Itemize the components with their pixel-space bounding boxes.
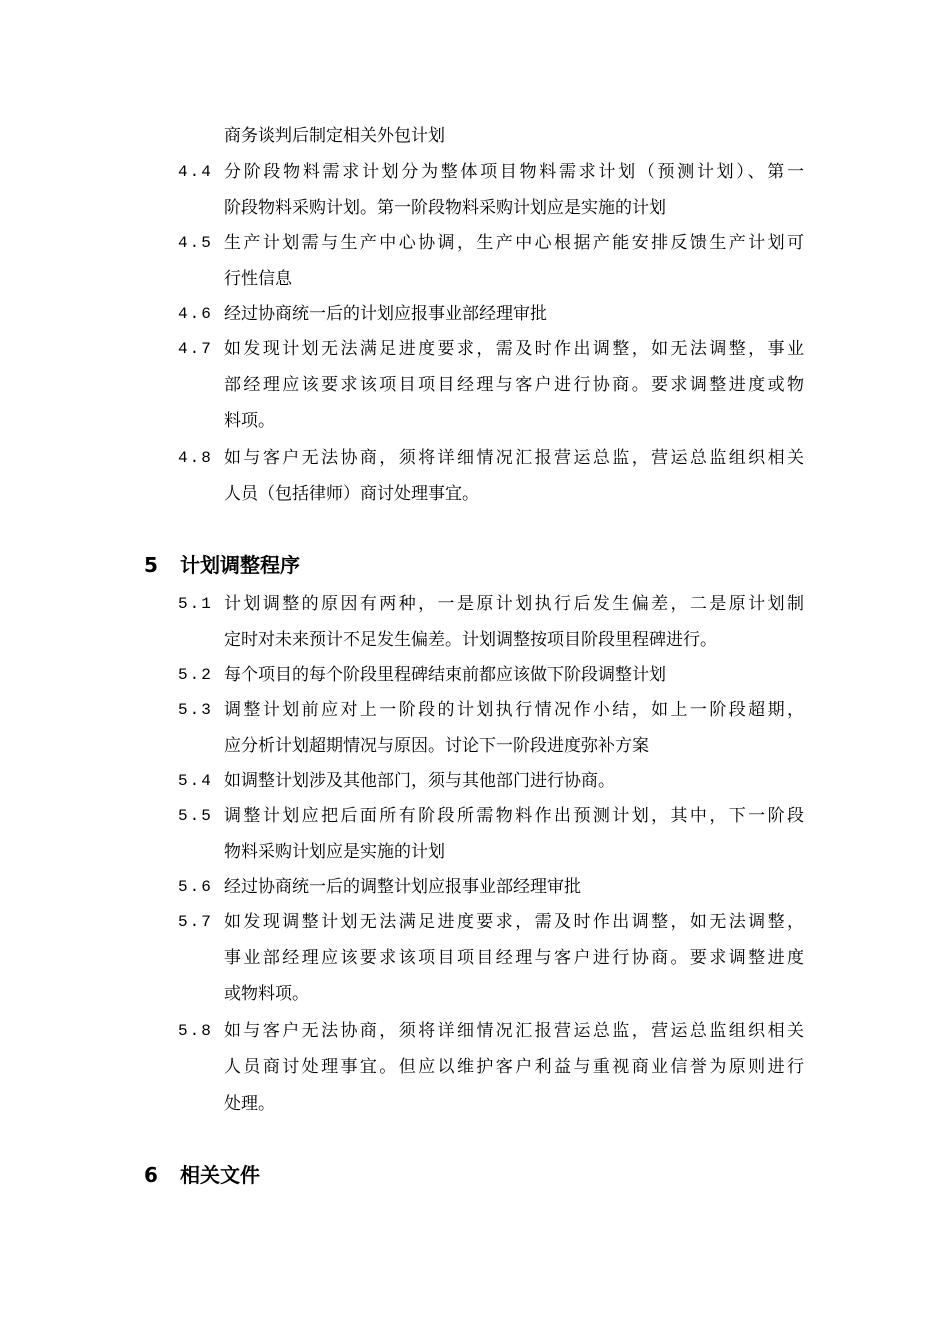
item-text: 经过协商统一后的调整计划应报事业部经理审批 [224, 877, 581, 897]
item-text: 如调整计划涉及其他部门，须与其他部门进行协商。 [224, 771, 615, 791]
item-text: 计划调整的原因有两种，一是原计划执行后发生偏差，二是原计划制 [224, 594, 804, 614]
item-number: 5.8 [178, 1022, 213, 1040]
section-heading-6 [0, 1160, 950, 1190]
item-text: 生产计划需与生产中心协调，生产中心根据产能安排反馈生产计划可 [224, 233, 804, 253]
item-text: 阶段物料采购计划。第一阶段物料采购计划应是实施的计划 [224, 198, 666, 218]
item-number: 5.6 [178, 878, 213, 896]
section-number: 6 [144, 1163, 158, 1187]
item-text: 如发现调整计划无法满足进度要求，需及时作出调整，如无法调整， [224, 912, 804, 932]
item-text: 如发现计划无法满足进度要求，需及时作出调整，如无法调整，事业 [224, 339, 804, 359]
item-text: 人员商讨处理事宜。但应以维护客户利益与重视商业信誉为原则进行 [224, 1057, 804, 1077]
item-text: 调整计划前应对上一阶段的计划执行情况作小结，如上一阶段超期， [224, 700, 804, 720]
item-text: 经过协商统一后的计划应报事业部经理审批 [224, 304, 547, 324]
item-number: 5.4 [178, 772, 213, 790]
item-number: 5.7 [178, 913, 213, 931]
section-number: 5 [144, 553, 158, 577]
item-number: 4.5 [178, 234, 213, 252]
item-text: 调整计划应把后面所有阶段所需物料作出预测计划，其中，下一阶段 [224, 806, 804, 826]
item-number: 4.8 [178, 449, 213, 467]
item-text: 行性信息 [224, 269, 292, 289]
item-text: 或物料项。 [224, 984, 309, 1004]
item-text: 如与客户无法协商，须将详细情况汇报营运总监，营运总监组织相关 [224, 1021, 804, 1041]
item-number: 5.1 [178, 595, 213, 613]
item-text: 处理。 [224, 1094, 275, 1114]
section-title: 相关文件 [180, 1163, 260, 1187]
item-text: 每个项目的每个阶段里程碑结束前都应该做下阶段调整计划 [224, 665, 666, 685]
section-heading-5 [0, 550, 950, 580]
item-text: 商务谈判后制定相关外包计划 [224, 126, 445, 146]
item-number: 4.4 [178, 163, 213, 181]
item-number: 5.2 [178, 666, 213, 684]
item-number: 4.6 [178, 305, 213, 323]
item-text: 分阶段物料需求计划分为整体项目物料需求计划（预测计划）、第一 [224, 162, 804, 182]
item-text: 物料采购计划应是实施的计划 [224, 842, 445, 862]
item-number: 5.5 [178, 807, 213, 825]
item-text: 如与客户无法协商，须将详细情况汇报营运总监，营运总监组织相关 [224, 448, 804, 468]
item-number: 5.3 [178, 701, 213, 719]
item-number: 4.7 [178, 340, 213, 358]
item-text: 应分析计划超期情况与原因。讨论下一阶段进度弥补方案 [224, 736, 649, 756]
item-text: 定时对未来预计不足发生偏差。计划调整按项目阶段里程碑进行。 [224, 630, 717, 650]
item-text: 人员（包括律师）商讨处理事宜。 [224, 484, 479, 504]
item-text: 料项。 [224, 411, 275, 431]
section-title: 计划调整程序 [180, 553, 300, 577]
item-text: 部经理应该要求该项目项目经理与客户进行协商。要求调整进度或物 [224, 375, 804, 395]
item-text: 事业部经理应该要求该项目项目经理与客户进行协商。要求调整进度 [224, 948, 804, 968]
